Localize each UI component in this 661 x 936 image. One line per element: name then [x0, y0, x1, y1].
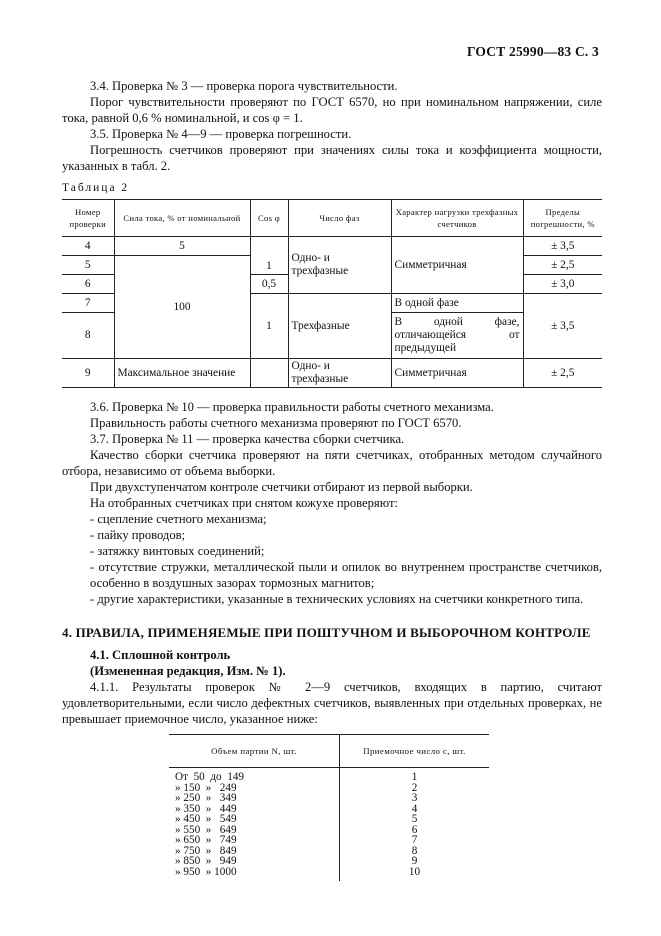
cell-range: » 450 » 549 — [169, 814, 340, 825]
col-header-volume: Объем партии N, шт. — [169, 735, 340, 768]
cell-cos: 1 — [250, 294, 288, 359]
paragraph: Погрешность счетчиков проверяют при значениях силы тока и коэффициента мощности, указанных в табл. 2. — [62, 143, 602, 173]
acceptance-table — [169, 734, 489, 881]
cell-acceptance: 8 — [411, 844, 418, 857]
cell-cos: 1 — [250, 237, 288, 275]
table-header-row — [62, 200, 602, 237]
cell-acceptance: 1 — [411, 771, 418, 783]
cell-check-number: 5 — [62, 256, 114, 275]
paragraph: 3.4. Проверка № 3 — проверка порога чувствительности. — [90, 79, 398, 93]
subsection-title: 4.1. Сплошной контроль — [90, 648, 231, 662]
acceptance-header-row — [169, 735, 489, 768]
col-header-cos: Cos φ — [250, 200, 288, 237]
cell-phases: Трехфазные — [288, 294, 391, 359]
table-caption: Таблица 2 — [62, 182, 130, 194]
cell-load: Симметричная — [391, 359, 523, 388]
paragraph: Правильность работы счетного механизма проверяют по ГОСТ 6570. — [90, 416, 462, 430]
cell-range: » 850 » 949 — [169, 856, 340, 867]
paragraph: 4.1.1. Результаты проверок № 2—9 счетчиков, входящих в партию, считают удовлетворительными, если число дефектных счетчиков, выявленных при отдельных проверках, не превышает приемочное число, указанное ниже: — [62, 680, 602, 726]
table-row — [62, 359, 602, 388]
paragraph: 3.5. Проверка № 4—9 — проверка погрешности. — [90, 127, 352, 141]
paragraph: 3.7. Проверка № 11 — проверка качества сборки счетчика. — [90, 432, 405, 446]
cell-current: 100 — [114, 256, 250, 359]
list-item: - отсутствие стружки, металлической пыли и опилок во внутреннем пространстве счетчиков, особенно в воздушных зазорах тормозных магнитов; — [90, 560, 602, 590]
cell-limit: ± 3,0 — [523, 275, 602, 294]
list-item: - затяжку винтовых соединений; — [90, 544, 265, 558]
cell-check-number: 4 — [62, 237, 114, 256]
col-header-check-number: Номер проверки — [62, 200, 114, 237]
cell-range: » 550 » 649 — [169, 825, 340, 836]
table-row — [169, 814, 489, 825]
page-header: ГОСТ 25990—83 С. 3 — [466, 44, 599, 59]
body-text — [62, 78, 602, 881]
col-header-phases: Число фаз — [288, 200, 391, 237]
cell-range: » 150 » 249 — [169, 783, 340, 794]
paragraph: Качество сборки счетчика проверяют на пяти счетчиках, отобранных методом случайного отбора, независимо от объема выборки. — [62, 448, 602, 478]
table-row — [62, 237, 602, 256]
cell-acceptance: 6 — [411, 823, 418, 836]
paragraph: 3.6. Проверка № 10 — проверка правильности работы счетного механизма. — [90, 400, 494, 414]
cell-acceptance: 5 — [411, 813, 418, 825]
cell-range: » 350 » 449 — [169, 804, 340, 815]
cell-limit: ± 2,5 — [523, 359, 602, 388]
cell-acceptance: 9 — [411, 855, 418, 867]
cell-current: Максимальное значение — [114, 359, 250, 388]
cell-range: » 950 » 1000 — [169, 867, 340, 882]
cell-phases: Одно- и трехфазные — [288, 237, 391, 294]
table-row — [169, 856, 489, 867]
cell-range: » 750 » 849 — [169, 846, 340, 857]
table-row — [169, 835, 489, 846]
cell-phases: Одно- и трехфазные — [288, 359, 391, 388]
cell-range: От 50 до 149 — [169, 768, 340, 783]
table-row — [169, 867, 489, 882]
cell-acceptance: 2 — [411, 781, 418, 794]
cell-acceptance: 7 — [411, 834, 418, 846]
table-row — [169, 793, 489, 804]
list-item: - сцепление счетного механизма; — [90, 512, 267, 526]
paragraph: Порог чувствительности проверяют по ГОСТ 6570, но при номинальном напряжении, силе тока, равной 0,6 % номинальной, и cos φ = 1. — [62, 95, 602, 125]
cell-check-number: 6 — [62, 275, 114, 294]
table-row — [169, 768, 489, 783]
cell-range: » 250 » 349 — [169, 793, 340, 804]
cell-current: 5 — [114, 237, 250, 256]
cell-load: Симметричная — [391, 237, 523, 294]
col-header-acceptance: Приемочное число c, шт. — [340, 735, 490, 768]
cell-load: В одной фазе — [391, 294, 523, 313]
list-item: - пайку проводов; — [90, 528, 186, 542]
cell-limit: ± 3,5 — [523, 294, 602, 359]
col-header-load: Характер нагрузки трехфазных счетчиков — [391, 200, 523, 237]
paragraph: При двухступенчатом контроле счетчики отбирают из первой выборки. — [90, 480, 473, 494]
cell-limit: ± 2,5 — [523, 256, 602, 275]
cell-acceptance: 10 — [408, 865, 421, 878]
cell-acceptance: 4 — [411, 802, 418, 815]
cell-check-number: 9 — [62, 359, 114, 388]
paragraph: На отобранных счетчиках при снятом кожухе проверяют: — [90, 496, 398, 510]
list-item: - другие характеристики, указанные в технических условиях на счетчики конкретного типа. — [90, 592, 584, 606]
cell-check-number: 7 — [62, 294, 114, 313]
subsection-note: (Измененная редакция, Изм. № 1). — [90, 664, 286, 678]
cell-check-number: 8 — [62, 313, 114, 359]
cell-acceptance: 3 — [411, 792, 418, 804]
cell-limit: ± 3,5 — [523, 237, 602, 256]
table-2 — [62, 199, 602, 388]
cell-range: » 650 » 749 — [169, 835, 340, 846]
col-header-limits: Пределы погрешности, % — [523, 200, 602, 237]
section-title: 4. ПРАВИЛА, ПРИМЕНЯЕМЫЕ ПРИ ПОШТУЧНОМ И ВЫБОРОЧНОМ КОНТРОЛЕ — [62, 625, 591, 640]
cell-load: В одной фазе, отличающейся от предыдущей — [391, 313, 523, 359]
col-header-current: Сила тока, % от номинальной — [114, 200, 250, 237]
cell-cos — [250, 359, 288, 388]
cell-cos: 0,5 — [250, 275, 288, 294]
